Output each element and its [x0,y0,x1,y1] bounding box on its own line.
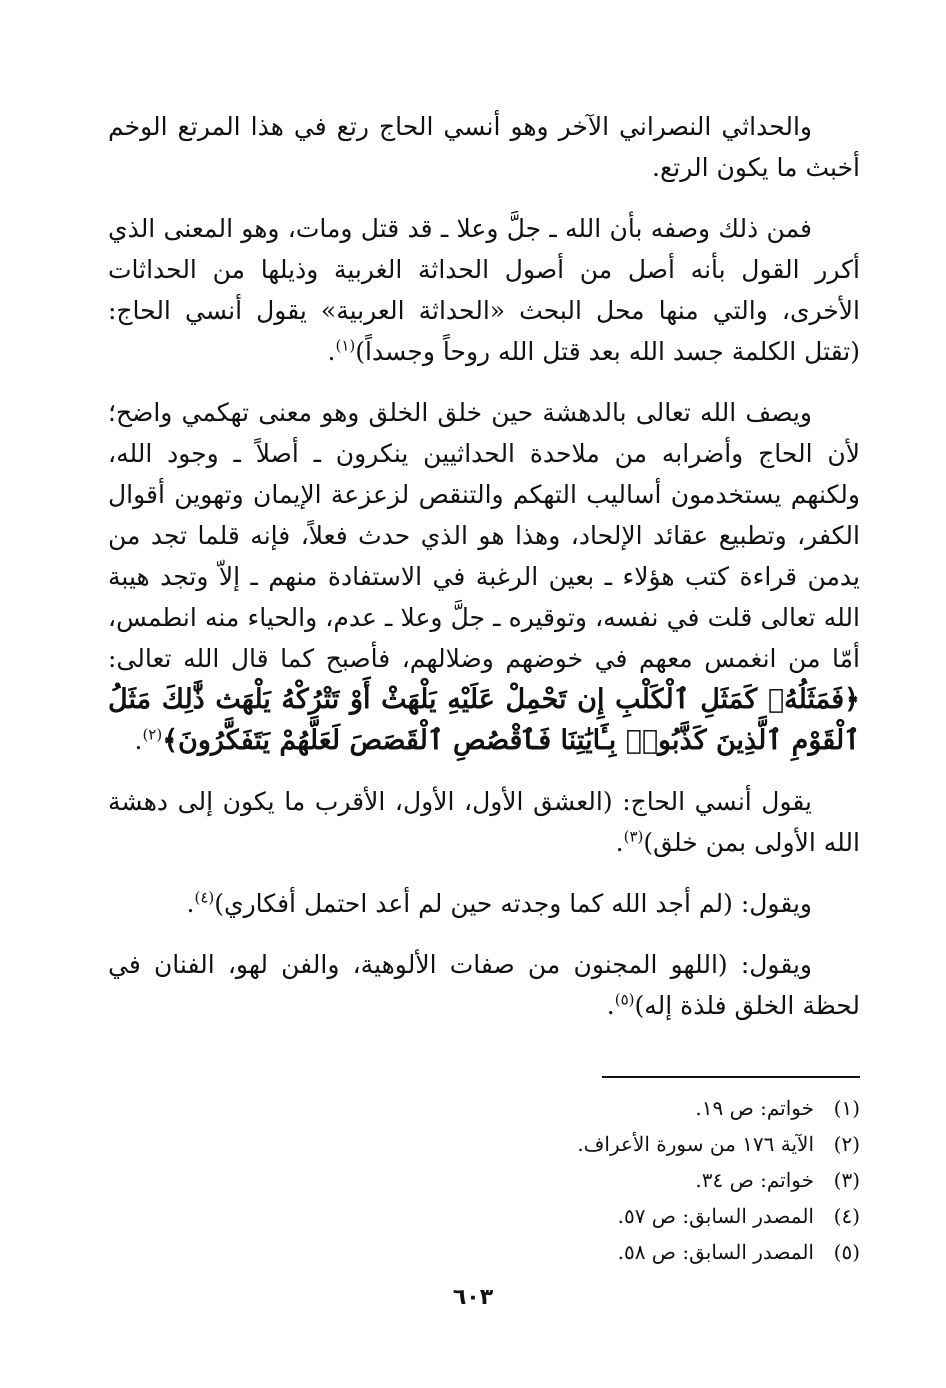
page-body [108,106,860,1046]
quran-verse: ﴿فَمَثَلُهُۥ كَمَثَلِ ٱلْكَلْبِ إِن تَحْمِلْ عَلَيْهِ يَلْهَثْ أَوْ تَتْرُكْهُ يَلْهَث ذَّٰلِكَ مَثَلُ ٱلْقَوْمِ ٱلَّذِينَ كَذَّبُوا۟ بِـَٔايَٰتِنَا فَٱقْصُصِ ٱلْقَصَصَ لَعَلَّهُمْ يَتَفَكَّرُونَ﴾ [108,684,860,756]
footnote-5-text: المصدر السابق: ص ٥٨. [617,1240,814,1264]
footnote-4 [300,1198,860,1234]
footnote-3-text: خواتم: ص ٣٤. [695,1168,814,1192]
footnote-3-number: (٣) [833,1168,860,1192]
footnote-1 [300,1090,860,1126]
paragraph-2 [108,208,860,372]
paragraph-5 [108,883,860,924]
footnote-divider [602,1076,860,1078]
paragraph-5-end: . [186,889,195,918]
footnote-4-number: (٤) [833,1204,860,1228]
footnote-ref-1[interactable]: (١) [335,336,356,355]
page-number: ٦٠٣ [452,1285,494,1310]
paragraph-6-text: ويقول: (اللهو المجنون من صفات الألوهية، والفن لهو، الفنان في لحظة الخلق فلذة إله) [108,950,860,1020]
footnotes [300,1090,860,1270]
footnote-ref-3[interactable]: (٣) [623,827,644,846]
paragraph-3-text: ويصف الله تعالى بالدهشة حين خلق الخلق وهو معنى تهكمي واضح؛ لأن الحاج وأضرابه من ملاحدة الحداثيين ينكرون ـ أصلاً ـ وجود الله، ولكنهم يستخدمون أساليب التهكم والتنقص لزعزعة الإيمان وتهوين أقوال الكفر، وتطبيع عقائد الإلحاد، وهذا هو الذي حدث فعلاً، فإنه قلما تجد من يدمن قراءة كتب هؤلاء ـ بعين الرغبة في الاستفادة منهم ـ إلاّ وتجد هيبة الله تعالى قلت في نفسه، وتوقيره ـ جلَّ وعلا ـ عدم، والحياء منه انطمس، أمّا من انغمس معهم في خوضهم وضلالهم، فأصبح كما قال الله تعالى: [108,398,860,673]
footnote-ref-4[interactable]: (٤) [194,888,215,907]
paragraph-3-end: . [134,726,143,755]
footnote-2 [300,1126,860,1162]
footnote-2-text: الآية ١٧٦ من سورة الأعراف. [577,1132,814,1156]
footnote-1-text: خواتم: ص ١٩. [695,1096,814,1120]
paragraph-4-text: يقول أنسي الحاج: (العشق الأول، الأول، الأقرب ما يكون إلى دهشة الله الأولى بمن خلق) [108,787,860,857]
footnote-3 [300,1162,860,1198]
footnote-ref-2[interactable]: (٢) [142,725,163,744]
footnote-ref-5[interactable]: (٥) [614,990,635,1009]
paragraph-3 [108,392,860,761]
paragraph-4 [108,781,860,863]
paragraph-2-text: فمن ذلك وصفه بأن الله ـ جلَّ وعلا ـ قد قتل ومات، وهو المعنى الذي أكرر القول بأنه أصل من أصول الحداثة الغربية وذيلها من الحداثات الأخرى، والتي منها محل البحث «الحداثة العربية» يقول أنسي الحاج: (تقتل الكلمة جسد الله بعد قتل الله روحاً وجسداً) [108,214,860,366]
paragraph-4-end: . [615,828,624,857]
footnote-4-text: المصدر السابق: ص ٥٧. [617,1204,814,1228]
paragraph-6-end: . [606,991,615,1020]
footnote-2-number: (٢) [833,1132,860,1156]
paragraph-2-end: . [327,337,336,366]
paragraph-1 [108,106,860,188]
footnote-1-number: (١) [833,1096,860,1120]
paragraph-6 [108,944,860,1026]
footnote-5 [300,1234,860,1270]
footnote-5-number: (٥) [833,1240,860,1264]
paragraph-1-text: والحداثي النصراني الآخر وهو أنسي الحاج رتع في هذا المرتع الوخم أخبث ما يكون الرتع. [108,112,860,182]
paragraph-5-text: ويقول: (لم أجد الله كما وجدته حين لم أعد احتمل أفكاري) [214,889,812,918]
